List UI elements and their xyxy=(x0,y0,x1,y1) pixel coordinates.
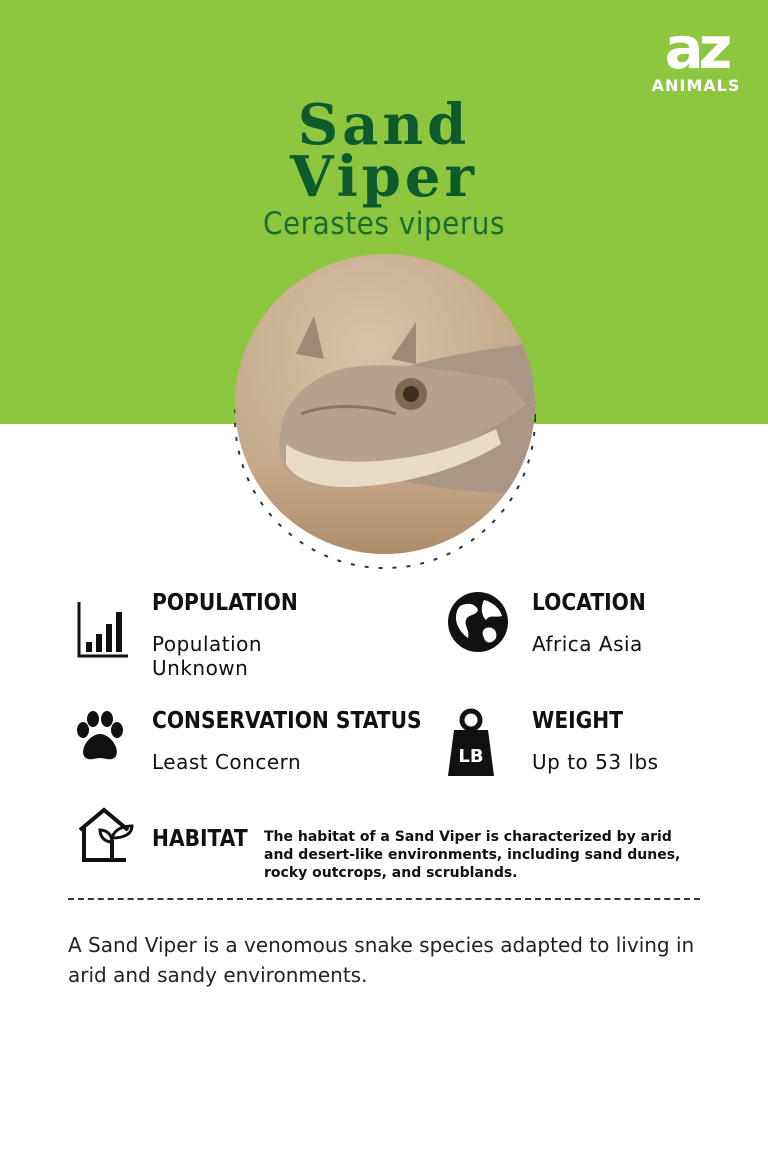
weight-label: WEIGHT xyxy=(532,708,624,734)
photo-frame xyxy=(226,254,544,572)
logo-subtitle: ANIMALS xyxy=(651,76,741,95)
description: A Sand Viper is a venomous snake species adapted to living in arid and sandy environments. xyxy=(68,933,695,987)
bar-chart-icon xyxy=(76,590,130,660)
weight-value: Up to 53 lbs xyxy=(532,750,659,774)
animal-title-line1: Sand xyxy=(297,92,471,158)
conservation-value: Least Concern xyxy=(152,750,302,774)
location-value: Africa Asia xyxy=(532,632,643,656)
svg-text:LB: LB xyxy=(458,746,484,767)
az-animals-logo[interactable] xyxy=(648,14,744,95)
animal-photo xyxy=(226,254,544,572)
animal-title-line2: Viper xyxy=(289,144,479,210)
conservation-label: CONSERVATION STATUS xyxy=(152,708,422,734)
population-value: Population Unknown xyxy=(152,632,263,680)
weight-icon xyxy=(446,708,496,778)
population-label: POPULATION xyxy=(152,590,298,616)
paw-icon xyxy=(74,708,126,768)
house-plant-icon xyxy=(76,806,136,864)
location-label: LOCATION xyxy=(532,590,646,616)
habitat-text: The habitat of a Sand Viper is characterized by arid and desert-like environments, including sand dunes, rocky outcrops, and scrublands. xyxy=(264,829,681,881)
globe-icon xyxy=(446,590,510,654)
divider xyxy=(68,898,700,900)
logo-mark: az xyxy=(664,14,728,82)
scientific-name: Cerastes viperus xyxy=(263,206,505,242)
habitat-label: HABITAT xyxy=(152,826,248,852)
